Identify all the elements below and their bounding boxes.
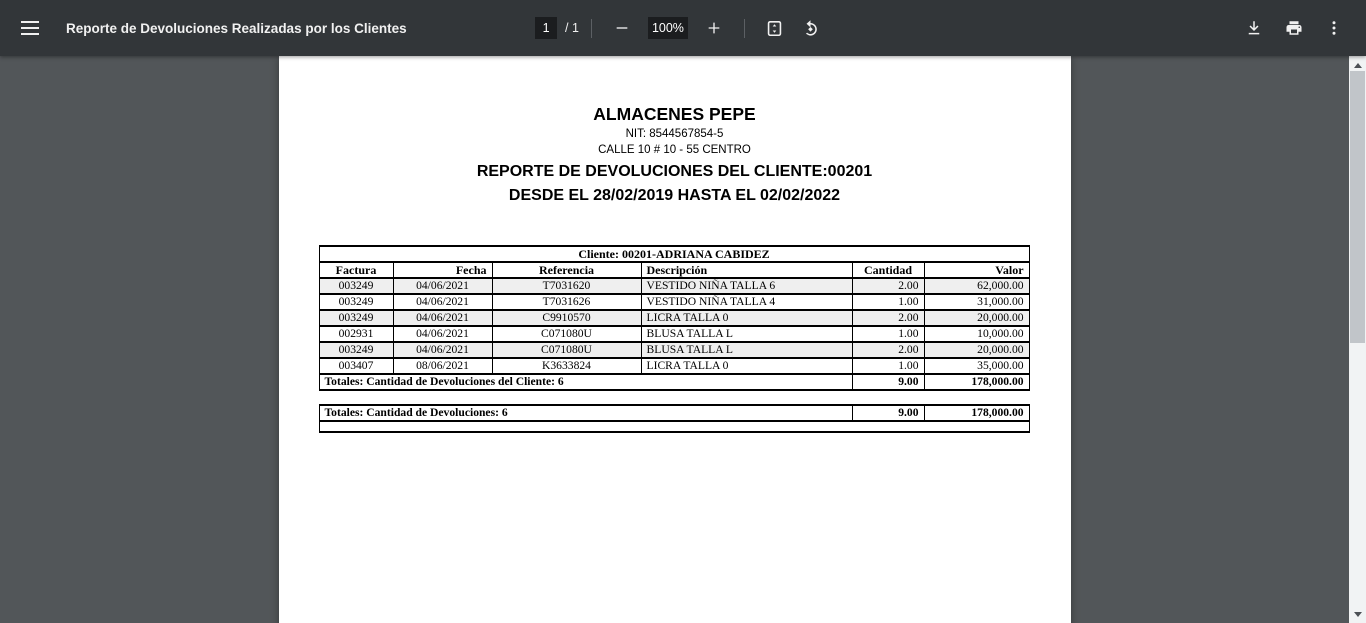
- table-cell: C071080U: [492, 326, 641, 342]
- table-cell: LICRA TALLA 0: [641, 310, 852, 326]
- table-cell: 31,000.00: [924, 294, 1029, 310]
- table-cell: 04/06/2021: [393, 310, 492, 326]
- table-cell: T7031620: [492, 278, 641, 294]
- document-title: Reporte de Devoluciones Realizadas por los Clientes: [66, 20, 407, 36]
- column-header: Valor: [924, 262, 1029, 278]
- table-row: [319, 278, 1029, 294]
- table-cell: 1.00: [852, 326, 924, 342]
- grand-total-valor: 178,000.00: [924, 405, 1029, 421]
- zoom-in-button[interactable]: [696, 10, 732, 46]
- table-cell: 35,000.00: [924, 358, 1029, 374]
- table-cell: 003249: [319, 342, 393, 358]
- table-cell: 002931: [319, 326, 393, 342]
- table-cell: 20,000.00: [924, 342, 1029, 358]
- client-total-label: Totales: Cantidad de Devoluciones del Cliente: 6: [319, 374, 852, 390]
- table-cell: T7031626: [492, 294, 641, 310]
- fit-to-page-icon: [765, 19, 784, 38]
- column-header: Referencia: [492, 262, 641, 278]
- table-cell: 62,000.00: [924, 278, 1029, 294]
- plus-icon: [706, 20, 722, 36]
- returns-table-body: [319, 278, 1029, 374]
- table-cell: 003249: [319, 294, 393, 310]
- table-row: [319, 326, 1029, 342]
- table-cell: 08/06/2021: [393, 358, 492, 374]
- table-cell: 04/06/2021: [393, 342, 492, 358]
- client-total-row: [319, 374, 1029, 390]
- table-cell: 003407: [319, 358, 393, 374]
- grand-total-table: [319, 404, 1030, 433]
- column-header: Cantidad: [852, 262, 924, 278]
- table-cell: 04/06/2021: [393, 326, 492, 342]
- table-cell: 003249: [319, 278, 393, 294]
- report-header: [279, 103, 1071, 208]
- company-name: ALMACENES PEPE: [593, 104, 756, 124]
- grand-total-cantidad: 9.00: [852, 405, 924, 421]
- table-cell: BLUSA TALLA L: [641, 326, 852, 342]
- hamburger-icon: [21, 21, 39, 35]
- toolbar-left: [0, 10, 535, 46]
- table-row: [319, 358, 1029, 374]
- page-number-input[interactable]: [535, 17, 557, 39]
- grand-total-label: Totales: Cantidad de Devoluciones: 6: [319, 405, 852, 421]
- scrollbar-thumb[interactable]: [1350, 71, 1365, 343]
- up-arrow-icon[interactable]: [1349, 58, 1366, 72]
- report-date-range: DESDE EL 28/02/2019 HASTA EL 02/02/2022: [508, 187, 841, 204]
- more-options-button[interactable]: [1316, 10, 1352, 46]
- column-header: Factura: [319, 262, 393, 278]
- client-total-cantidad: 9.00: [852, 374, 924, 390]
- pdf-toolbar: [0, 0, 1366, 56]
- table-cell: 2.00: [852, 310, 924, 326]
- table-cell: VESTIDO NIÑA TALLA 4: [641, 294, 852, 310]
- toolbar-right: [829, 10, 1366, 46]
- table-cell: K3633824: [492, 358, 641, 374]
- table-cell: C071080U: [492, 342, 641, 358]
- vertical-scrollbar[interactable]: [1349, 56, 1366, 623]
- table-row: [319, 310, 1029, 326]
- download-icon: [1245, 19, 1263, 37]
- table-cell: LICRA TALLA 0: [641, 358, 852, 374]
- company-nit: NIT: 8544567854-5: [625, 128, 724, 140]
- table-cell: 10,000.00: [924, 326, 1029, 342]
- table-cell: BLUSA TALLA L: [641, 342, 852, 358]
- down-arrow-icon[interactable]: [1349, 607, 1366, 621]
- company-address: CALLE 10 # 10 - 55 CENTRO: [598, 144, 751, 156]
- fit-page-button[interactable]: [757, 10, 793, 46]
- report-title: REPORTE DE DEVOLUCIONES DEL CLIENTE:00201: [476, 163, 873, 180]
- column-header: Descripción: [641, 262, 852, 278]
- table-row: [319, 342, 1029, 358]
- printer-icon: [1285, 19, 1303, 37]
- returns-table: [319, 245, 1030, 391]
- grand-total-row: [319, 405, 1029, 421]
- table-cell: 20,000.00: [924, 310, 1029, 326]
- client-banner: Cliente: 00201-ADRIANA CABIDEZ: [319, 246, 1029, 262]
- page-count-label: / 1: [565, 21, 579, 35]
- empty-row: [319, 421, 1029, 432]
- table-cell: 1.00: [852, 358, 924, 374]
- print-button[interactable]: [1276, 10, 1312, 46]
- table-cell: VESTIDO NIÑA TALLA 6: [641, 278, 852, 294]
- table-cell: 003249: [319, 310, 393, 326]
- zoom-out-button[interactable]: [604, 10, 640, 46]
- download-button[interactable]: [1236, 10, 1272, 46]
- table-cell: 2.00: [852, 342, 924, 358]
- minus-icon: [614, 20, 630, 36]
- client-banner-row: [319, 246, 1029, 262]
- column-header: Fecha: [393, 262, 492, 278]
- returns-table-header-row: [319, 262, 1029, 278]
- table-cell: 2.00: [852, 278, 924, 294]
- toolbar-center: [535, 10, 829, 46]
- table-cell: 04/06/2021: [393, 294, 492, 310]
- zoom-level[interactable]: 100%: [648, 17, 688, 39]
- menu-button[interactable]: [12, 10, 48, 46]
- pdf-viewport: [0, 56, 1349, 623]
- table-cell: 04/06/2021: [393, 278, 492, 294]
- rotate-counterclockwise-icon: [801, 19, 820, 38]
- toolbar-divider: [744, 19, 745, 38]
- rotate-button[interactable]: [793, 10, 829, 46]
- toolbar-divider: [591, 19, 592, 38]
- client-total-valor: 178,000.00: [924, 374, 1029, 390]
- table-cell: 1.00: [852, 294, 924, 310]
- pdf-page: [279, 56, 1071, 623]
- table-row: [319, 294, 1029, 310]
- table-cell: C9910570: [492, 310, 641, 326]
- kebab-menu-icon: [1325, 19, 1343, 37]
